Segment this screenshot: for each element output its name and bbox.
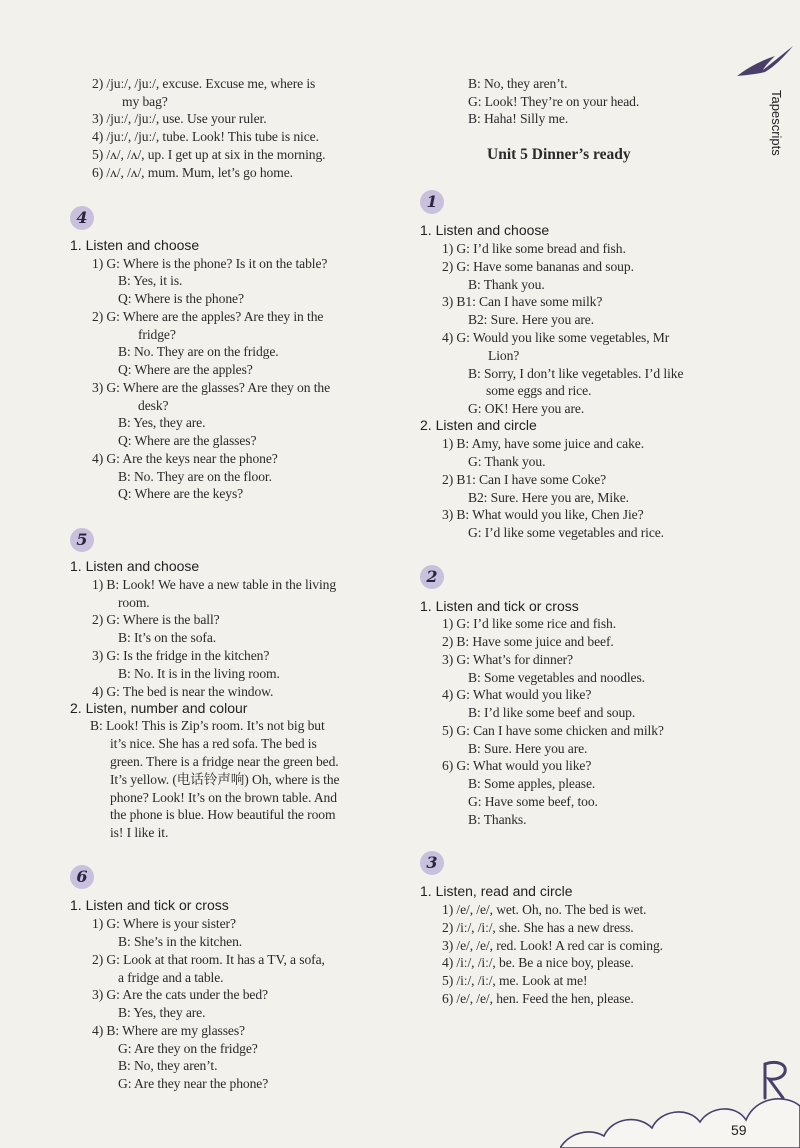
text-line: 3) G: Where are the glasses? Are they on the bbox=[92, 380, 331, 395]
side-tab-label: Tapescripts bbox=[769, 90, 784, 156]
text-line: G: OK! Here you are. bbox=[468, 401, 585, 416]
page-number: 59 bbox=[731, 1122, 747, 1138]
text-line: some eggs and rice. bbox=[486, 383, 592, 398]
letter-r-logo-icon bbox=[757, 1058, 791, 1102]
text-line: 4) /juː/, /juː/, tube. Look! This tube is nice. bbox=[92, 129, 319, 144]
text-line: 4) G: Are the keys near the phone? bbox=[92, 451, 278, 466]
text-line: B2: Sure. Here you are. bbox=[468, 312, 595, 327]
text-line: 2) G: Have some bananas and soup. bbox=[442, 259, 634, 274]
unit-title: Unit 5 Dinner’s ready bbox=[487, 146, 631, 163]
text-line: 5) /iː/, /iː/, me. Look at me! bbox=[442, 973, 588, 988]
text-line: B2: Sure. Here you are, Mike. bbox=[468, 490, 629, 505]
text-line: 2) G: Where is the ball? bbox=[92, 612, 220, 627]
text-line: B: Look! This is Zip’s room. It’s not big but bbox=[90, 718, 325, 733]
text-line: 4) G: What would you like? bbox=[442, 687, 592, 702]
text-line: 5) G: Can I have some chicken and milk? bbox=[442, 723, 664, 738]
text-line: 2) B1: Can I have some Coke? bbox=[442, 472, 607, 487]
section-heading: 1. Listen and tick or cross bbox=[420, 598, 579, 614]
section-badge: 5 bbox=[70, 528, 94, 552]
text-line: B: Sorry, I don’t like vegetables. I’d like bbox=[468, 366, 684, 381]
text-line: it’s nice. She has a red sofa. The bed is bbox=[110, 736, 317, 751]
text-line: B: She’s in the kitchen. bbox=[118, 934, 243, 949]
text-line: 3) B: What would you like, Chen Jie? bbox=[442, 507, 644, 522]
text-line: It’s yellow. (电话铃声响) Oh, where is the bbox=[110, 772, 340, 787]
section-heading: 2. Listen and circle bbox=[420, 417, 537, 433]
text-line: B: It’s on the sofa. bbox=[118, 630, 217, 645]
text-line: B: Haha! Silly me. bbox=[468, 111, 569, 126]
text-line: B: Thanks. bbox=[468, 812, 527, 827]
text-line: phone? Look! It’s on the brown table. And bbox=[110, 790, 337, 805]
section-badge: 2 bbox=[420, 565, 444, 589]
text-line: 3) G: Are the cats under the bed? bbox=[92, 987, 268, 1002]
text-line: my bag? bbox=[122, 94, 168, 109]
text-line: 2) /juː/, /juː/, excuse. Excuse me, where is bbox=[92, 76, 316, 91]
text-line: Q: Where are the keys? bbox=[118, 486, 244, 501]
text-line: 6) G: What would you like? bbox=[442, 758, 592, 773]
bird-icon bbox=[735, 40, 795, 80]
text-line: B: No. It is in the living room. bbox=[118, 666, 280, 681]
text-line: B: Sure. Here you are. bbox=[468, 741, 588, 756]
section-heading: 2. Listen, number and colour bbox=[70, 700, 248, 716]
text-line: 3) G: What’s for dinner? bbox=[442, 652, 573, 667]
text-line: Q: Where are the apples? bbox=[118, 362, 253, 377]
section-heading: 1. Listen and choose bbox=[70, 558, 200, 574]
text-line: 1) /e/, /e/, wet. Oh, no. The bed is wet. bbox=[442, 902, 647, 917]
text-line: 2) G: Look at that room. It has a TV, a sofa, bbox=[92, 952, 325, 967]
text-line: 6) /e/, /e/, hen. Feed the hen, please. bbox=[442, 991, 634, 1006]
text-line: 1) G: Where is the phone? Is it on the table? bbox=[92, 256, 328, 271]
text-line: B: No, they aren’t. bbox=[468, 76, 568, 91]
text-line: room. bbox=[118, 595, 150, 610]
text-line: Q: Where are the glasses? bbox=[118, 433, 257, 448]
section-badge: 4 bbox=[70, 206, 94, 230]
text-line: 4) G: The bed is near the window. bbox=[92, 684, 274, 699]
text-line: G: Are they near the phone? bbox=[118, 1076, 269, 1091]
text-line: G: Thank you. bbox=[468, 454, 546, 469]
text-line: is! I like it. bbox=[110, 825, 169, 840]
text-line: 1) G: Where is your sister? bbox=[92, 916, 236, 931]
section-heading: 1. Listen, read and circle bbox=[420, 883, 573, 899]
text-line: 2) /iː/, /iː/, she. She has a new dress. bbox=[442, 920, 634, 935]
text-line: B: No, they aren’t. bbox=[118, 1058, 218, 1073]
text-line: fridge? bbox=[138, 327, 176, 342]
text-line: 1) G: I’d like some bread and fish. bbox=[442, 241, 626, 256]
text-line: 1) G: I’d like some rice and fish. bbox=[442, 616, 617, 631]
text-line: B: No. They are on the floor. bbox=[118, 469, 272, 484]
section-badge: 3 bbox=[420, 851, 444, 875]
section-heading: 1. Listen and tick or cross bbox=[70, 897, 229, 913]
text-line: 3) /e/, /e/, red. Look! A red car is coming. bbox=[442, 938, 663, 953]
text-line: 2) G: Where are the apples? Are they in the bbox=[92, 309, 324, 324]
text-line: 1) B: Look! We have a new table in the living bbox=[92, 577, 337, 592]
text-line: a fridge and a table. bbox=[118, 970, 224, 985]
section-badge: 1 bbox=[420, 190, 444, 214]
text-line: G: Have some beef, too. bbox=[468, 794, 598, 809]
text-line: G: Are they on the fridge? bbox=[118, 1041, 258, 1056]
text-line: B: Yes, they are. bbox=[118, 1005, 206, 1020]
text-line: desk? bbox=[138, 398, 169, 413]
text-line: B: Yes, they are. bbox=[118, 415, 206, 430]
text-line: B: I’d like some beef and soup. bbox=[468, 705, 636, 720]
text-line: 3) G: Is the fridge in the kitchen? bbox=[92, 648, 270, 663]
text-line: G: Look! They’re on your head. bbox=[468, 94, 640, 109]
text-line: B: Thank you. bbox=[468, 277, 545, 292]
text-line: B: Some vegetables and noodles. bbox=[468, 670, 645, 685]
text-line: 4) G: Would you like some vegetables, Mr bbox=[442, 330, 670, 345]
text-line: G: I’d like some vegetables and rice. bbox=[468, 525, 664, 540]
text-line: 4) B: Where are my glasses? bbox=[92, 1023, 245, 1038]
text-line: Lion? bbox=[488, 348, 520, 363]
text-line: green. There is a fridge near the green bed. bbox=[110, 754, 339, 769]
text-line: 5) /ʌ/, /ʌ/, up. I get up at six in the morning. bbox=[92, 147, 326, 162]
text-line: 6) /ʌ/, /ʌ/, mum. Mum, let’s go home. bbox=[92, 165, 293, 180]
text-line: Q: Where is the phone? bbox=[118, 291, 244, 306]
text-line: 3) B1: Can I have some milk? bbox=[442, 294, 603, 309]
text-line: 4) /iː/, /iː/, be. Be a nice boy, please. bbox=[442, 955, 634, 970]
section-heading: 1. Listen and choose bbox=[420, 222, 550, 238]
text-line: B: No. They are on the fridge. bbox=[118, 344, 279, 359]
section-badge: 6 bbox=[70, 865, 94, 889]
text-line: B: Yes, it is. bbox=[118, 273, 183, 288]
section-heading: 1. Listen and choose bbox=[70, 237, 200, 253]
text-line: 3) /juː/, /juː/, use. Use your ruler. bbox=[92, 111, 267, 126]
text-line: 2) B: Have some juice and beef. bbox=[442, 634, 614, 649]
text-line: B: Some apples, please. bbox=[468, 776, 596, 791]
text-line: 1) B: Amy, have some juice and cake. bbox=[442, 436, 645, 451]
text-line: the phone is blue. How beautiful the room bbox=[110, 807, 336, 822]
